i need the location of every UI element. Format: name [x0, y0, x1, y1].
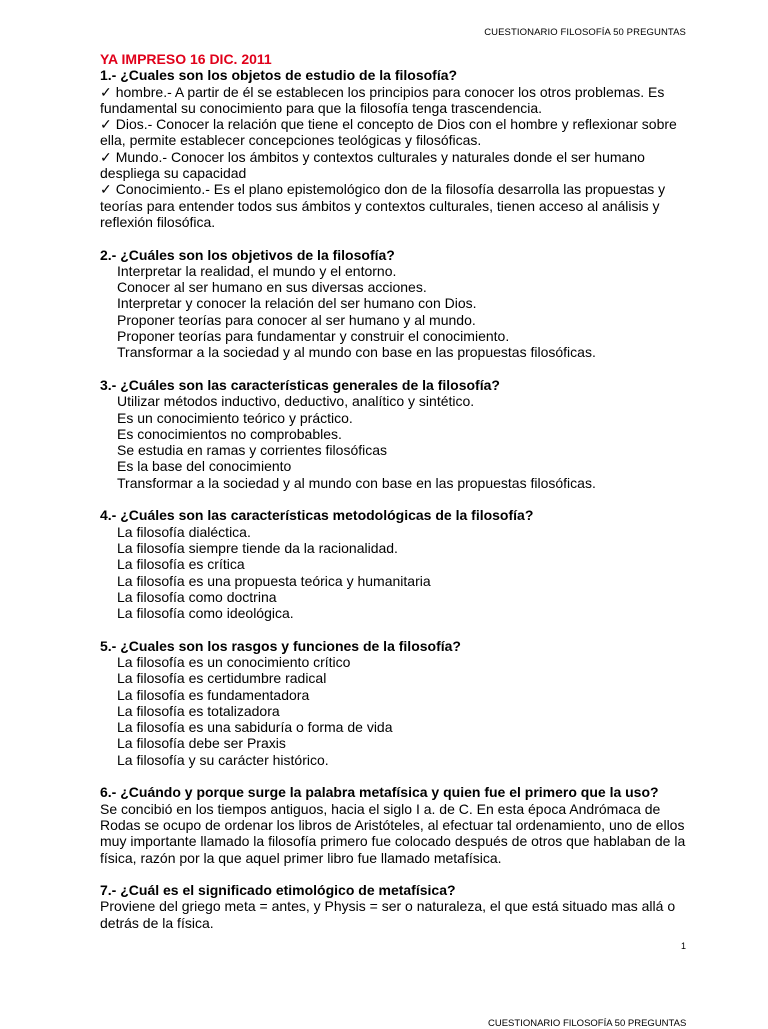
- list-item: La filosofía es fundamentadora: [117, 686, 310, 703]
- list-item: Es un conocimiento teórico y práctico.: [117, 409, 353, 426]
- questionnaire-body: [100, 51, 690, 931]
- list-item: La filosofía es certidumbre radical: [117, 670, 327, 687]
- answer-paragraph: Proviene del griego meta = antes, y Physis = ser o naturaleza, el que está situado mas allá o detrás de la física.: [100, 898, 676, 931]
- answer-paragraph: Se concibió en los tiempos antiguos, hacia el siglo I a. de C. En esta época Andrómaca de Rodas se ocupo de ordenar los libros de Aristóteles, al efectuar tal ordenamiento, uno de ellos muy importante llamado la filosofía primero fue colocado después de otros que hablaban de la física, razón por la que aquel primer libro fue llamado metafísica.: [100, 800, 686, 866]
- check-icon: ✓: [100, 83, 112, 100]
- list-item: Interpretar la realidad, el mundo y el entorno.: [117, 262, 397, 279]
- list-item: La filosofía es una propuesta teórica y humanitaria: [117, 572, 431, 589]
- list-item: Proponer teorías para fundamentar y construir el conocimiento.: [117, 328, 510, 345]
- list-item: La filosofía siempre tiende da la racionalidad.: [117, 539, 398, 556]
- list-item: Interpretar y conocer la relación del ser humano con Dios.: [117, 295, 477, 312]
- question-heading: 5.- ¿Cuales son los rasgos y funciones de la filosofía?: [100, 637, 461, 654]
- list-item: Es la base del conocimiento: [117, 458, 292, 475]
- check-item: ✓ Mundo.- Conocer los ámbitos y contextos culturales y naturales donde el ser humano despliega su capacidad: [100, 148, 645, 182]
- list-item: Proponer teorías para conocer al ser humano y al mundo.: [117, 311, 476, 328]
- list-item: La filosofía es crítica: [117, 556, 245, 573]
- check-item: ✓ Conocimiento.- Es el plano epistemológico don de la filosofía desarrolla las propuestas y teorías para entender todos sus ámbitos y contextos culturales, tienen acceso al análisis y reflexión filosófica.: [100, 181, 666, 230]
- spacer: [100, 230, 690, 246]
- list-item: La filosofía es una sabiduría o forma de vida: [117, 719, 393, 736]
- spacer: [100, 768, 690, 784]
- spacer: [100, 491, 690, 507]
- check-item: ✓ Dios.- Conocer la relación que tiene el concepto de Dios con el hombre y reflexionar sobre ella, permite establecer concepciones teológicas y filosóficas.: [100, 116, 677, 149]
- list-item: La filosofía debe ser Praxis: [117, 735, 286, 752]
- question-heading: 4.- ¿Cuáles son las características metodológicas de la filosofía?: [100, 507, 534, 524]
- list-item: Utilizar métodos inductivo, deductivo, analítico y sintético.: [117, 393, 475, 410]
- list-item: La filosofía es totalizadora: [117, 702, 280, 719]
- list-item: La filosofía como doctrina: [117, 588, 277, 605]
- question-heading: 1.- ¿Cuales son los objetos de estudio de la filosofía?: [100, 67, 458, 84]
- spacer: [100, 361, 690, 377]
- check-icon: ✓: [100, 148, 112, 165]
- question-heading: 7.- ¿Cuál es el significado etimológico de metafísica?: [100, 882, 456, 899]
- list-item: Se estudia en ramas y corrientes filosóficas: [117, 442, 388, 459]
- page-header: CUESTIONARIO FILOSOFÍA 50 PREGUNTAS: [484, 27, 686, 38]
- check-item: ✓ hombre.- A partir de él se establecen los principios para conocer los otros problemas. Es fundamental su conocimiento para que la filosofía tenga trascendencia.: [100, 83, 665, 116]
- spacer: [100, 621, 690, 637]
- question-heading: 6.- ¿Cuándo y porque surge la palabra metafísica y quien fue el primero que la uso?: [100, 784, 659, 801]
- printed-note: YA IMPRESO 16 DIC. 2011: [100, 51, 272, 67]
- list-item: Conocer al ser humano en sus diversas acciones.: [117, 279, 427, 296]
- list-item: La filosofía y su carácter histórico.: [117, 751, 329, 768]
- list-item: Transformar a la sociedad y al mundo con base en las propuestas filosóficas.: [117, 344, 596, 361]
- question-heading: 3.- ¿Cuáles son las características generales de la filosofía?: [100, 376, 500, 393]
- page-number: 1: [680, 941, 686, 951]
- list-item: La filosofía dialéctica.: [117, 523, 251, 540]
- check-icon: ✓: [100, 181, 112, 198]
- list-item: Es conocimientos no comprobables.: [117, 425, 342, 442]
- question-heading: 2.- ¿Cuáles son los objetivos de la filosofía?: [100, 246, 395, 263]
- check-icon: ✓: [100, 116, 112, 133]
- list-item: Transformar a la sociedad y al mundo con base en las propuestas filosóficas.: [117, 474, 596, 491]
- list-item: La filosofía es un conocimiento crítico: [117, 653, 351, 670]
- spacer: [100, 866, 690, 882]
- list-item: La filosofía como ideológica.: [117, 605, 294, 622]
- next-page-header: CUESTIONARIO FILOSOFÍA 50 PREGUNTAS: [488, 1018, 687, 1029]
